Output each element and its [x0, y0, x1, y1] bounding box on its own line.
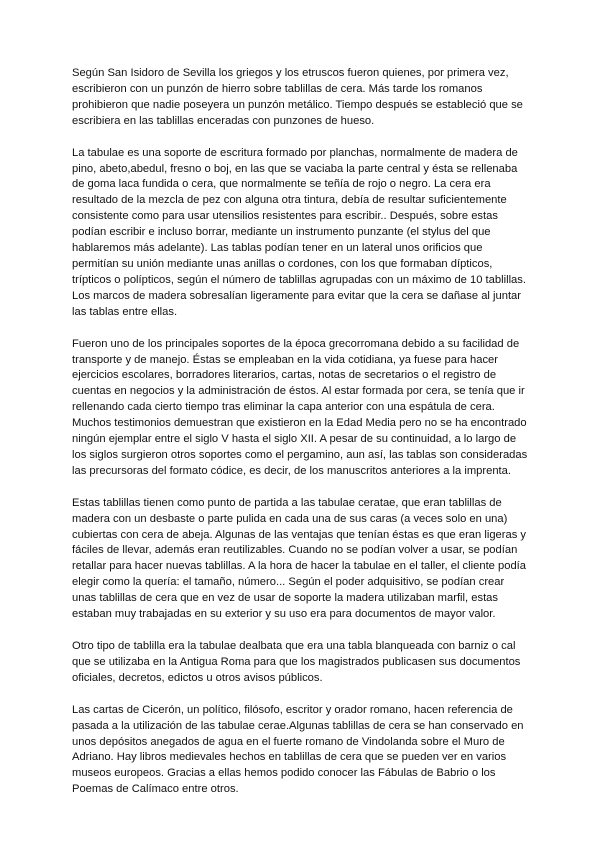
- paragraph-1: Según San Isidoro de Sevilla los griegos y los etruscos fueron quienes, por primera vez, escribieron con un punzón de hierro sobre tablillas de cera. Más tarde los romanos prohibieron que nadie poseyera un punzón metálico. Tiempo después se estableció que se escribiera en las tablillas enceradas con punzones de hueso.: [72, 67, 523, 127]
- paragraph-2: La tabulae es una soporte de escritura formado por planchas, normalmente de madera de pino, abeto,abedul, fresno o boj, en las que se vaciaba la parte central y ésta se rellenaba de goma laca fundida o cera, que normalmente se teñía de rojo o negro. La cera era resultado de la mezcla de pez con alguna otra tintura, debía de resultar suficientemente consistente como para usar utensilios resistentes para escribir.. Después, sobre estas podían escribir e incluso borrar, mediante un instrumento punzante (el stylus del que hablaremos más adelante). Las tablas podían tener en un lateral unos orificios que permitían su unión mediante unas anillas o cordones, con los que formaban dípticos, trípticos o polípticos, según el número de tablillas agrupadas con un máximo de 10 tablillas. Los marcos de madera sobresalían ligeramente para evitar que la cera se dañase al juntar las tablas entre ellas.: [72, 146, 526, 318]
- paragraph-4: Estas tablillas tienen como punto de partida a las tabulae ceratae, que eran tablillas de madera con un desbaste o parte pulida en cada una de sus caras (a veces solo en una) cubiertas con cera de abeja. Algunas de las ventajas que tenían éstas es que eran ligeras y fáciles de llevar, además eran reutilizables. Cuando no se podían volver a usar, se podían retallar para hacer nuevas tablillas. A la hora de hacer la tabulae en el taller, el cliente podía elegir como la quería: el tamaño, número... Según el poder adquisitivo, se podían crear unas tablillas de cera que en vez de usar de soporte la madera utilizaban marfil, estas estaban muy trabajadas en su exterior y su uso era para documentos de mayor valor.: [72, 496, 527, 621]
- document-page: [72, 66, 528, 814]
- paragraph-6: Las cartas de Cicerón, un político, filósofo, escritor y orador romano, hacen referencia de pasada a la utilización de las tabulae cerae.Algunas tablillas de cera se han conservado en unos depósitos anegados de agua en el fuerte romano de Vindolanda sobre el Muro de Adriano. Hay libros medievales hechos en tablillas de cera que se pueden ver en varios museos europeos. Gracias a ellas hemos podido conocer las Fábulas de Babrio o los Poemas de Calímaco entre otros.: [72, 703, 524, 796]
- paragraph-5: Otro tipo de tablilla era la tabulae dealbata que era una tabla blanqueada con barniz o cal que se utilizaba en la Antigua Roma para que los magistrados publicasen sus documentos oficiales, decretos, edictos u otros avisos públicos.: [72, 640, 521, 684]
- paragraph-3: Fueron uno de los principales soportes de la época grecorromana debido a su facilidad de transporte y de manejo. Éstas se empleaban en la vida cotidiana, ya fuese para hacer ejercicios escolares, borradores literarios, cartas, notas de secretarios o el registro de cuentas en negocios y la administración de éstos. Al estar formada por cera, se tenía que ir rellenando cada cierto tiempo tras eliminar la capa anterior con una espátula de cera. Muchos testimonios demuestran que existieron en la Edad Media pero no se ha encontrado ningún ejemplar entre el siglo V hasta el siglo XII. A pesar de su continuidad, a lo largo de los siglos surgieron otros soportes como el pergamino, aun así, las tablas son consideradas las precursoras del formato códice, es decir, de los manuscritos anteriores a la imprenta.: [72, 337, 528, 477]
